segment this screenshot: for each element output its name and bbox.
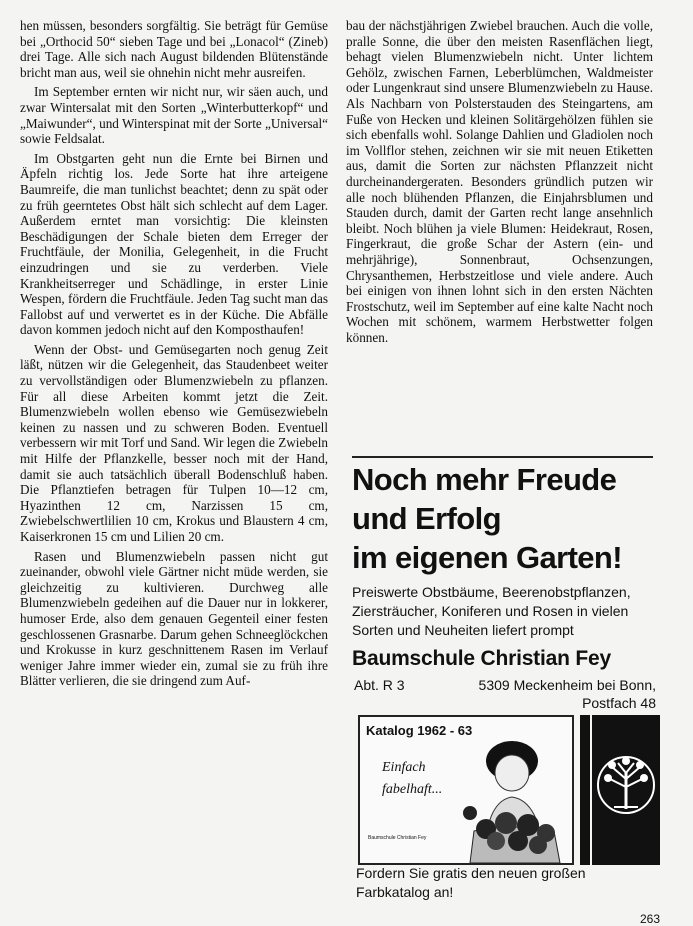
ad-call-to-action: Fordern Sie gratis den neuen großen Farbkatalog an!: [356, 865, 586, 900]
page-number: 263: [640, 912, 661, 926]
paragraph: Im Obstgarten geht nun die Ernte bei Birnen und Äpfeln richtig los. Jede Sorte hat ihre arteigene Baumreife, die man tunlichst beachtet; denn zu spät oder zu früh geerntetes Obst hält sich schlecht auf dem Lager. Außerdem erntet man vorsichtig: Die kleinsten Beschädigungen der Schale bieten dem Erreger der Fruchtfäule, der Monilia, Gelegenheit, in die Frucht einzudringen und sie zu verderben. Viele Krankheitserreger und Schädlinge, in erster Linie Wespen, fördern die Fruchtfäule. Jeden Tag sucht man das Fallobst auf und verwertet es in der Küche. Die Abfälle davon kommen jedoch nicht auf den Komposthaufen!: [20, 150, 328, 338]
ad-headline: [352, 460, 662, 577]
catalog-side-panel: [592, 715, 660, 865]
catalog-illustration: [358, 715, 660, 865]
left-text-column: [20, 18, 328, 693]
right-text-column: [346, 18, 653, 349]
paragraph: Rasen und Blumenzwiebeln passen nicht gut zueinander, obwohl viele Gärtner nicht müde werden, sie gleichzeitig zu kultivieren. Durchweg alle Blumenzwiebeln gedeihen auf die Dauer nur in lokkerer, humoser Erde, also dem genauen Gegenteil einer festen geschlossenen Grasnarbe. Darum gehen Schneeglöckchen und Krokusse in kurz geschnittenem Rasen im Verlauf weniger Jahre immer wieder ein, zumal sie zu früh ihre Blätter verlieren, die sie dringend zum Auf-: [20, 548, 328, 689]
ad-postbox: Postfach 48: [582, 695, 656, 711]
ad-headline-line-2: und Erfolg: [352, 501, 501, 536]
catalog-imprint: Baumschule Christian Fey: [368, 835, 427, 841]
paragraph: Wenn der Obst- und Gemüsegarten noch genug Zeit läßt, nützen wir die Gelegenheit, das Staudenbeet weiter zu vervollständigen oder Blumenzwiebeln zu pflanzen. Für all diese Arbeiten kommt jetzt die Zeit. Blumenzwiebeln wollen ebenso wie Gemüsezwiebeln keinen zu nassen und zu schweren Boden. Eventuell verbessern wir mit Torf und Sand. Wir legen die Zwiebeln mit Hilfe der Pflanzkelle, besser noch mit der Hand, damit sie auch tatsächlich überall Bodenschluß haben. Die Pflanztiefen betragen für Tulpen 10—12 cm, Hyazinthen 12 cm, Narzissen 15 cm, Zwiebelschwertlilien 10 cm, Krokus und Blaustern 4 cm, Kaiserkronen 15 cm und Lilien 20 cm.: [20, 341, 328, 544]
ad-city: 5309 Meckenheim bei Bonn,: [478, 677, 656, 693]
tree-logo-icon: [592, 715, 660, 865]
catalog-spine-bar: [580, 715, 590, 865]
paragraph: Im September ernten wir nicht nur, wir säen auch, und zwar Wintersalat mit den Sorten „Winterbutterkopf“ und „Maiwunder“, und Winterspinat mit der Sorte „Universal“ sowie Feldsalat.: [20, 84, 328, 147]
catalog-title: Katalog 1962 - 63: [366, 723, 473, 738]
ad-headline-line-1: Noch mehr Freude: [352, 462, 617, 497]
catalog-slogan: Einfach fabelhaft...: [382, 760, 443, 797]
ad-address: [352, 674, 662, 714]
catalog-cover: [358, 715, 574, 865]
divider: [352, 456, 653, 458]
ad-firm-name: Baumschule Christian Fey: [352, 647, 611, 670]
paragraph: hen müssen, besonders sorgfältig. Sie beträgt für Gemüse bei „Orthocid 50“ sieben Tage und bei „Lonacol“ (Zineb) drei Tage. Alle sich nach August bildenden Blütenstände bricht man aus, weil sie ohnehin nicht mehr ausreifen.: [20, 18, 328, 80]
paragraph: bau der nächstjährigen Zwiebel brauchen. Auch die volle, pralle Sonne, die über den meisten Rasenflächen liegt, behagt vielen Blumenzwiebeln nicht. Unter lichtem Gehölz, zwischen Farnen, Leberblümchen, Waldmeister oder Lungenkraut sind unsere Blumenzwiebeln zu Hause. Als Nachbarn von Polsterstauden des Steingartens, am Fuße von Hecken und kleinen Solitärgehölzen fühlen sie sich ebenfalls wohl. Solange Dahlien und Gladiolen noch im Vollflor stehen, zeichnen wir sie mit neuen Etiketten aus, damit die Sorten zur nächsten Pflanzzeit nicht durcheinandergeraten. Besonders gründlich putzen wir alle noch blühenden Pflanzen, die Einjahrsblumen und Stauden durch, damit der Garten recht lange ansehnlich bleibt. Noch blühen ja viele Blumen: Heidekraut, Rosen, Fingerkraut, die große Schar der Astern (ein- und mehrjährige), Sonnenbraut, Ochsenzungen, Chrysanthemen, Herbstzeitlose und viele andere. Auch bei einigen von ihnen lohnt sich in den ersten Nächten Frostschutz, weil im September auf eine kalte Nacht noch Wochen mit schönem, warmem Herbstwetter folgen können.: [346, 18, 653, 345]
ad-subline: Preiswerte Obstbäume, Beerenobstpflanzen, Ziersträucher, Koniferen und Rosen in vielen Sorten und Neuheiten liefert prompt: [352, 584, 631, 638]
ad-headline-line-3: im eigenen Garten!: [352, 540, 622, 575]
advertisement: [352, 460, 662, 714]
ad-department: Abt. R 3: [354, 677, 405, 693]
woman-with-fruit-basket-illustration: [456, 739, 568, 863]
